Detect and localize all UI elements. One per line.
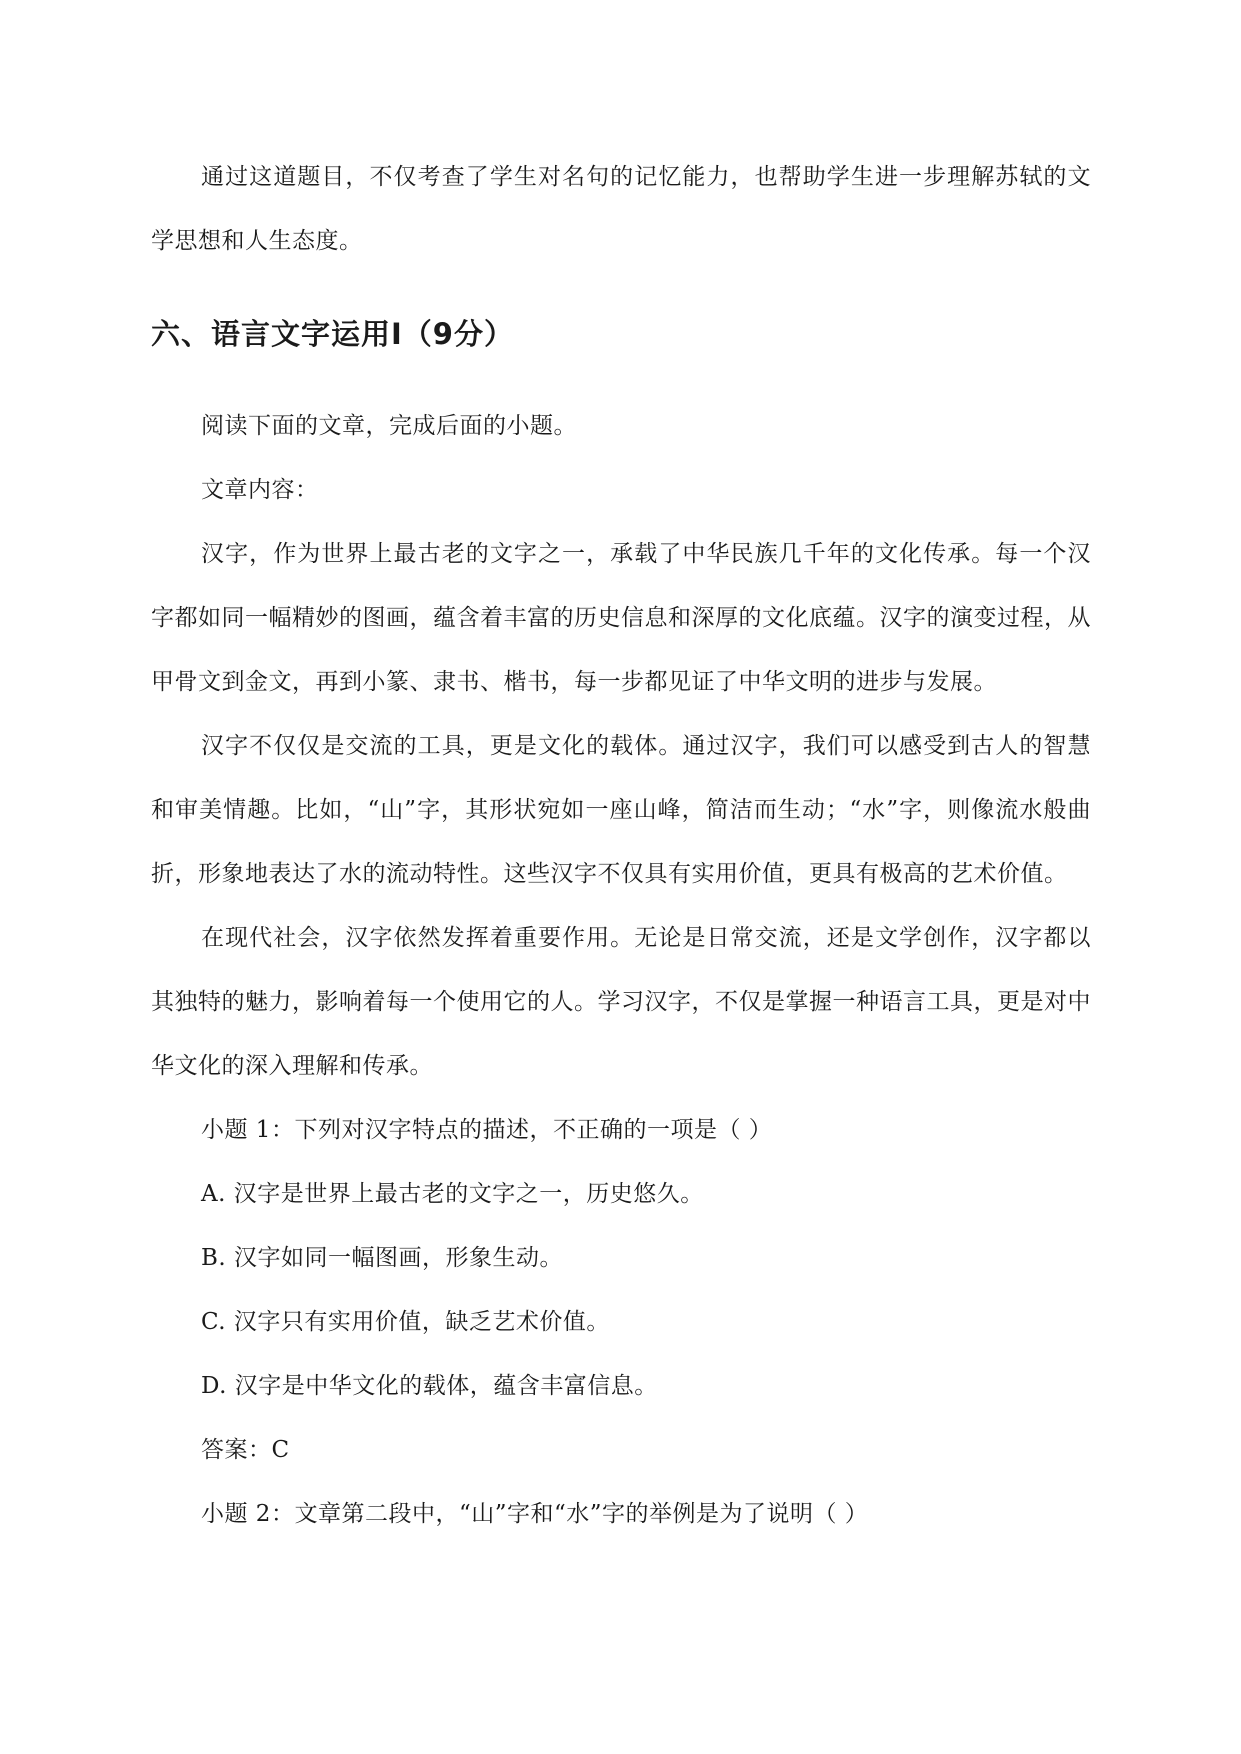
- section-heading: 六、语言文字运用Ⅰ（9分）: [151, 317, 514, 351]
- question-1-stem: 小题 1：下列对汉字特点的描述，不正确的一项是（ ）: [201, 1117, 773, 1143]
- article-paragraph-3: 在现代社会，汉字依然发挥着重要作用。无论是日常交流，还是文学创作，汉字都以其独特的魅力，影响着每一个使用它的人。学习汉字，不仅是掌握一种语言工具，更是对中华文化的深入理解和传承。: [151, 925, 1091, 1079]
- document-page: [151, 145, 1091, 1546]
- intro-paragraph: 通过这道题目，不仅考查了学生对名句的记忆能力，也帮助学生进一步理解苏轼的文学思想和人生态度。: [151, 164, 1091, 254]
- question-1-option-c: C. 汉字只有实用价值，缺乏艺术价值。: [201, 1309, 610, 1335]
- question-1-option-b: B. 汉字如同一幅图画，形象生动。: [201, 1245, 564, 1271]
- reading-instruction: 阅读下面的文章，完成后面的小题。: [201, 413, 577, 439]
- question-1-option-d: D. 汉字是中华文化的载体，蕴含丰富信息。: [201, 1373, 658, 1399]
- article-label: 文章内容：: [201, 477, 319, 503]
- article-paragraph-1: 汉字，作为世界上最古老的文字之一，承载了中华民族几千年的文化传承。每一个汉字都如同一幅精妙的图画，蕴含着丰富的历史信息和深厚的文化底蕴。汉字的演变过程，从甲骨文到金文，再到小篆、隶书、楷书，每一步都见证了中华文明的进步与发展。: [151, 541, 1091, 695]
- article-paragraph-2: 汉字不仅仅是交流的工具，更是文化的载体。通过汉字，我们可以感受到古人的智慧和审美情趣。比如，“山”字，其形状宛如一座山峰，简洁而生动；“水”字，则像流水般曲折，形象地表达了水的流动特性。这些汉字不仅具有实用价值，更具有极高的艺术价值。: [151, 733, 1091, 887]
- question-1-option-a: A. 汉字是世界上最古老的文字之一，历史悠久。: [201, 1181, 704, 1207]
- question-1-answer: 答案：C: [201, 1437, 290, 1463]
- question-2-stem: 小题 2：文章第二段中，“山”字和“水”字的举例是为了说明（ ）: [201, 1501, 869, 1527]
